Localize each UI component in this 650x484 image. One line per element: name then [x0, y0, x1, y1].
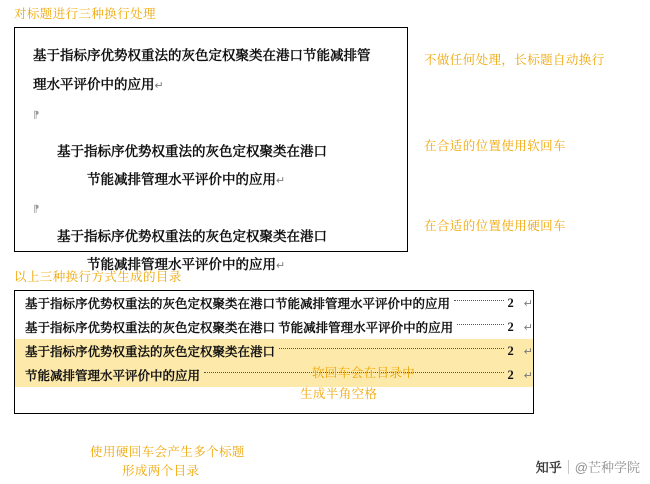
paragraph-mark-icon: ↵ — [523, 345, 533, 358]
toc-page-number: 2 — [507, 367, 514, 382]
paragraph-symbol-icon: ⁋ — [33, 204, 40, 215]
toc-page-number: 2 — [507, 319, 514, 334]
doc-line — [87, 169, 285, 192]
doc-line-text: 基于指标序优势权重法的灰色定权聚类在港口节能减排管 — [33, 48, 371, 63]
doc-line — [33, 45, 371, 67]
doc-line-text: 理水平评价中的应用 — [33, 77, 155, 92]
paragraph-mark-icon: ↵ — [154, 80, 164, 92]
doc-line — [33, 74, 164, 97]
doc-line-text: 节能减排管理水平评价中的应用 — [87, 257, 276, 272]
annotation-auto-wrap: 不做任何处理，长标题自动换行 — [424, 53, 605, 67]
toc-leader-dots — [454, 299, 504, 301]
paragraph-mark-icon: ↵ — [523, 321, 533, 334]
toc-row-text: 基于指标序优势权重法的灰色定权聚类在港口节能减排管理水平评价中的应用 — [25, 297, 451, 311]
annotation-toc-halfwidth-space: 生成半角空格 — [300, 387, 378, 401]
paragraph-mark-icon: ↵ — [523, 297, 533, 310]
doc-line-text: 基于指标序优势权重法的灰色定权聚类在港口 — [57, 144, 327, 159]
toc-row — [15, 291, 533, 315]
watermark-divider — [568, 460, 569, 474]
toc-row — [15, 315, 533, 339]
toc-leader-dots — [457, 323, 503, 325]
annotation-soft-return: 在合适的位置使用软回车 — [424, 139, 566, 153]
paragraph-symbol-icon: ⁋ — [33, 110, 40, 121]
annotation-hard-return-multiple-headings: 使用硬回车会产生多个标题 — [90, 445, 245, 459]
toc-row-text: 基于指标序优势权重法的灰色定权聚类在港口 节能减排管理水平评价中的应用 — [25, 321, 454, 335]
doc-line-text: 基于指标序优势权重法的灰色定权聚类在港口 — [57, 229, 327, 244]
caption-top: 对标题进行三种换行处理 — [14, 7, 156, 21]
document-preview-box-top — [14, 27, 408, 272]
toc-preview-box — [14, 290, 534, 414]
doc-line — [57, 141, 327, 163]
annotation-two-toc-entries: 形成两个目录 — [122, 464, 200, 478]
toc-row-text: 基于指标序优势权重法的灰色定权聚类在港口 — [25, 345, 276, 359]
toc-page-number: 2 — [507, 295, 514, 310]
caption-middle: 以上三种换行方式生成的目录 — [14, 270, 182, 284]
doc-line — [57, 226, 327, 248]
watermark-author: @芒种学院 — [574, 460, 640, 475]
toc-page-number: 2 — [507, 343, 514, 358]
paragraph-mark-icon: ↵ — [276, 260, 286, 272]
annotation-hard-return: 在合适的位置使用硬回车 — [424, 219, 566, 233]
paragraph-mark-icon: ↵ — [523, 369, 533, 382]
zhihu-logo: 知乎 — [535, 460, 562, 475]
toc-row — [15, 339, 533, 363]
paragraph-mark-icon: ↵ — [276, 175, 286, 187]
toc-row — [15, 363, 533, 387]
watermark — [536, 457, 640, 476]
doc-line-text: 节能减排管理水平评价中的应用 — [87, 172, 276, 187]
toc-row-text: 节能减排管理水平评价中的应用 — [25, 369, 201, 383]
toc-leader-dots — [279, 347, 504, 349]
annotation-toc-soft-return: 软回车会在目录中 — [312, 366, 416, 380]
